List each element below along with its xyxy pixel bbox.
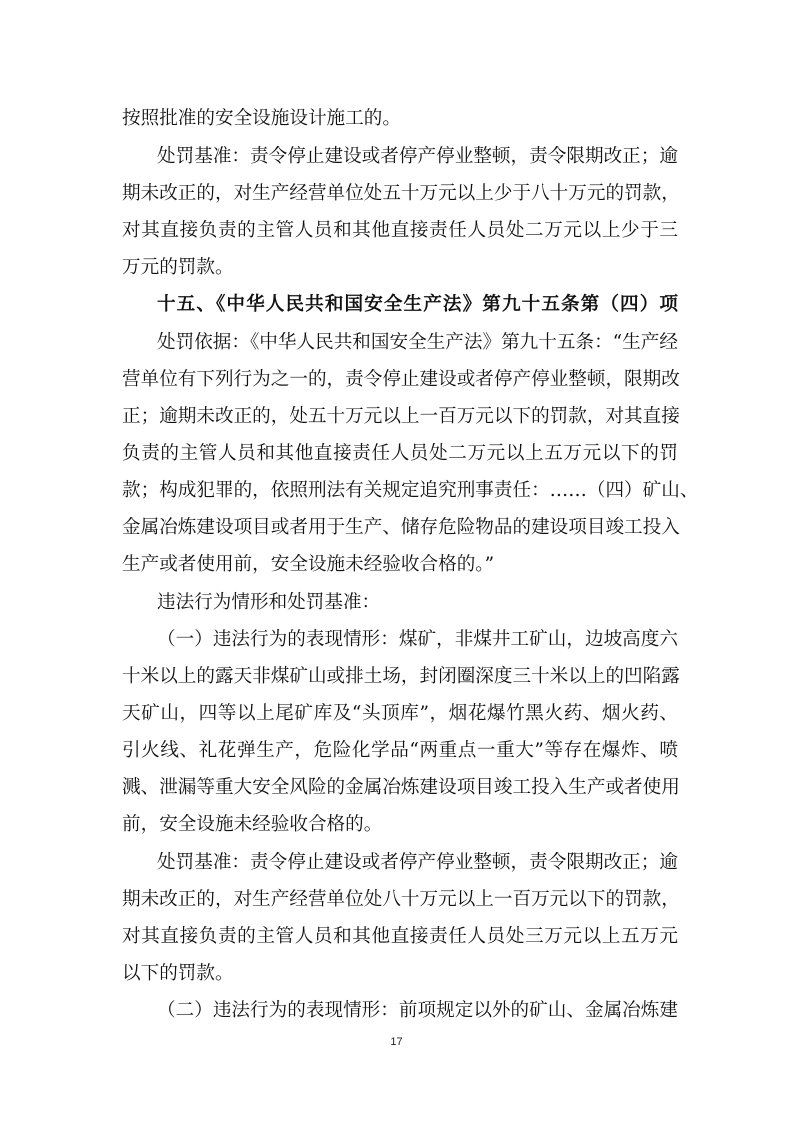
body-text-line: 对其直接负责的主管人员和其他直接责任人员处三万元以上五万元 <box>122 926 678 947</box>
body-text-line: 违法行为情形和处罚基准： <box>157 592 381 613</box>
body-text-line: 处罚基准：责令停止建设或者停产停业整顿，责令限期改正；逾 <box>157 852 678 873</box>
body-text-line: 正；逾期未改正的，处五十万元以上一百万元以下的罚款，对其直接 <box>122 406 680 427</box>
body-text-line: 期未改正的，对生产经营单位处八十万元以上一百万元以下的罚款， <box>122 889 680 910</box>
body-text-line: 期未改正的，对生产经营单位处五十万元以上少于八十万元的罚款， <box>122 183 680 204</box>
body-text-line: 按照批准的安全设施设计施工的。 <box>122 108 401 129</box>
body-text-line: 处罚依据：《中华人民共和国安全生产法》第九十五条：“生产经 <box>157 332 678 353</box>
page-number: 17 <box>390 1036 403 1048</box>
body-text-line: （一）违法行为的表现情形：煤矿，非煤井工矿山，边坡高度六 <box>157 629 678 650</box>
body-text-line: 天矿山，四等以上尾矿库及“头顶库”，烟花爆竹黑火药、烟火药、 <box>122 703 678 724</box>
body-text-line: 金属冶炼建设项目或者用于生产、储存危险物品的建设项目竣工投入 <box>122 517 680 538</box>
body-text-line: 以下的罚款。 <box>122 963 234 984</box>
body-text-line: （二）违法行为的表现情形：前项规定以外的矿山、金属冶炼建 <box>157 1000 678 1021</box>
body-text-line: 十米以上的露天非煤矿山或排土场，封闭圈深度三十米以上的凹陷露 <box>122 666 680 687</box>
body-text-line: 生产或者使用前，安全设施未经验收合格的。” <box>122 554 495 575</box>
body-text-line: 款；构成犯罪的，依照刑法有关规定追究刑事责任：……（四）矿山、 <box>122 480 699 501</box>
body-text-line: 前，安全设施未经验收合格的。 <box>122 814 383 835</box>
section-heading: 十五、《中华人民共和国安全生产法》第九十五条第（四）项 <box>157 294 678 315</box>
body-text-line: 负责的主管人员和其他直接责任人员处二万元以上五万元以下的罚 <box>122 443 678 464</box>
body-text-line: 引火线、礼花弹生产，危险化学品“两重点一重大”等存在爆炸、喷 <box>122 740 678 761</box>
body-text-line: 溅、泄漏等重大安全风险的金属冶炼建设项目竣工投入生产或者使用 <box>122 777 680 798</box>
body-text-line: 营单位有下列行为之一的，责令停止建设或者停产停业整顿，限期改 <box>122 369 680 390</box>
body-text-line: 万元的罚款。 <box>122 257 234 278</box>
body-text-line: 对其直接负责的主管人员和其他直接责任人员处二万元以上少于三 <box>122 220 678 241</box>
body-text-line: 处罚基准：责令停止建设或者停产停业整顿，责令限期改正；逾 <box>157 146 678 167</box>
